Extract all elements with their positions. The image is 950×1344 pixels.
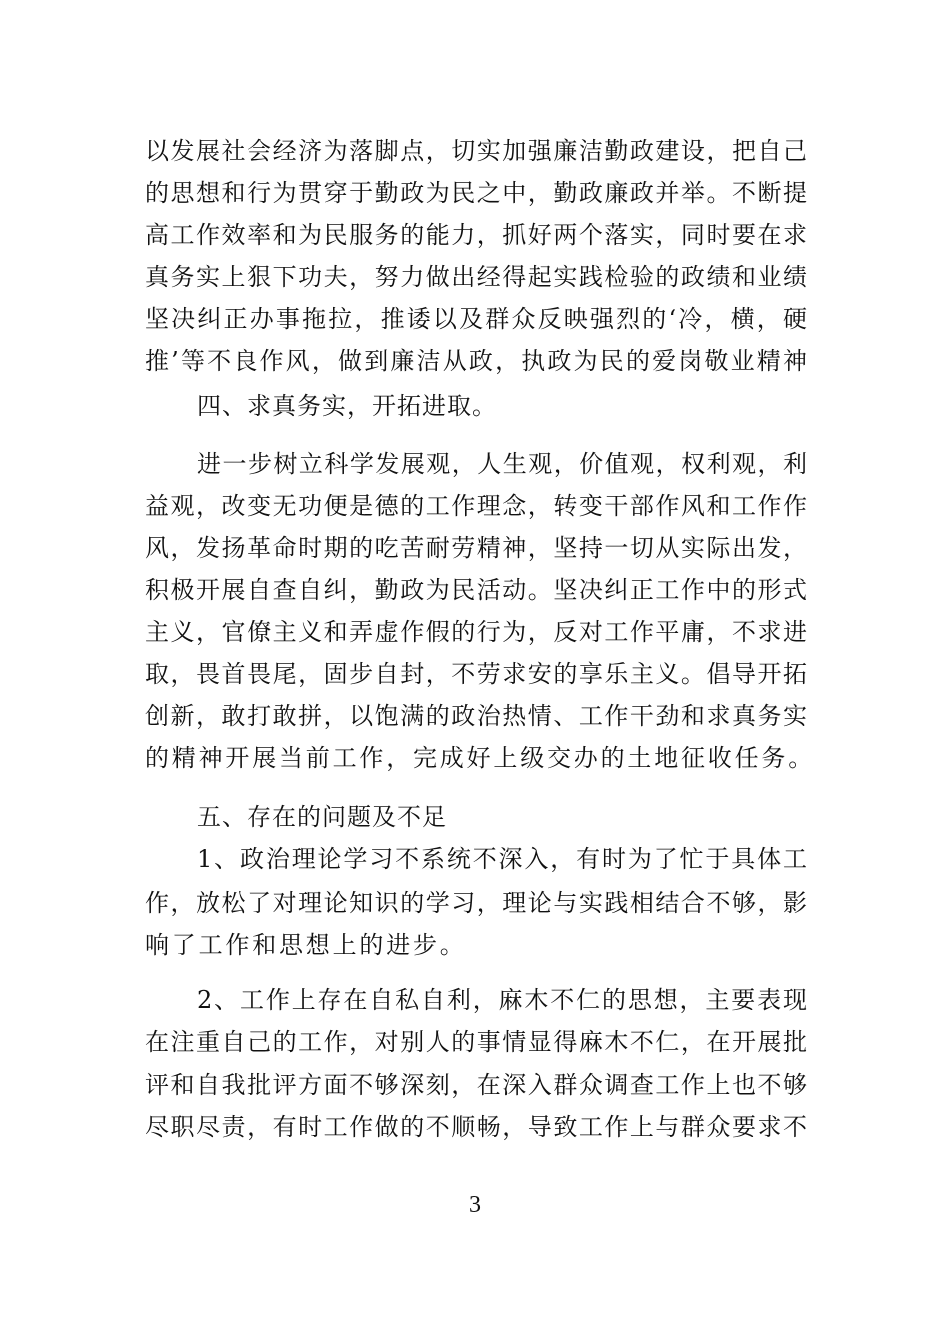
body-text-line: 评和自我批评方面不够深刻，在深入群众调查工作上也不够 [145,1071,807,1099]
body-text-line: 的思想和行为贯穿于勤政为民之中，勤政廉政并举。不断提 [145,179,807,207]
paragraph-first-line: 2、工作上存在自私自利，麻木不仁的思想，主要表现 [197,986,807,1014]
page-number: 3 [469,1192,481,1218]
body-text-line: 积极开展自查自纠，勤政为民活动。坚决纠正工作中的形式 [145,576,807,604]
body-text-line: 的精神开展当前工作，完成好上级交办的土地征收任务。 [145,744,815,772]
paragraph-first-line: 1、政治理论学习不系统不深入，有时为了忙于具体工 [197,845,807,873]
body-text-line: 坚决纠正办事拖拉，推诿以及群众反映强烈的‘冷，横，硬 [145,305,807,333]
body-text-line: 主义，官僚主义和弄虚作假的行为，反对工作平庸，不求进 [145,618,807,646]
body-text-line: 尽职尽责，有时工作做的不顺畅，导致工作上与群众要求不 [145,1113,807,1141]
body-text-line: 推’等不良作风，做到廉洁从政，执政为民的爱岗敬业精神 [145,347,807,375]
body-text-line: 取，畏首畏尾，固步自封，不劳求安的享乐主义。倡导开拓 [145,660,807,688]
body-text-line: 真务实上狠下功夫，努力做出经得起实践检验的政绩和业绩 [145,263,807,291]
body-text-line: 在注重自己的工作，对别人的事情显得麻木不仁，在开展批 [145,1028,807,1056]
body-text-line: 响了工作和思想上的进步。 [145,931,467,959]
section-heading-5: 五、存在的问题及不足 [197,803,447,831]
body-text-line: 创新，敢打敢拼，以饱满的政治热情、工作干劲和求真务实 [145,702,807,730]
body-text-line: 益观，改变无功便是德的工作理念，转变干部作风和工作作 [145,492,807,520]
body-text-line: 高工作效率和为民服务的能力，抓好两个落实，同时要在求 [145,221,807,249]
paragraph-first-line: 进一步树立科学发展观，人生观，价值观，权利观，利 [197,450,807,478]
body-text-line: 以发展社会经济为落脚点，切实加强廉洁勤政建设，把自己 [145,137,807,165]
body-text-line: 作，放松了对理论知识的学习，理论与实践相结合不够，影 [145,889,807,917]
body-text-line: 风，发扬革命时期的吃苦耐劳精神，坚持一切从实际出发， [145,534,807,562]
section-heading-4: 四、求真务实，开拓进取。 [197,392,497,420]
